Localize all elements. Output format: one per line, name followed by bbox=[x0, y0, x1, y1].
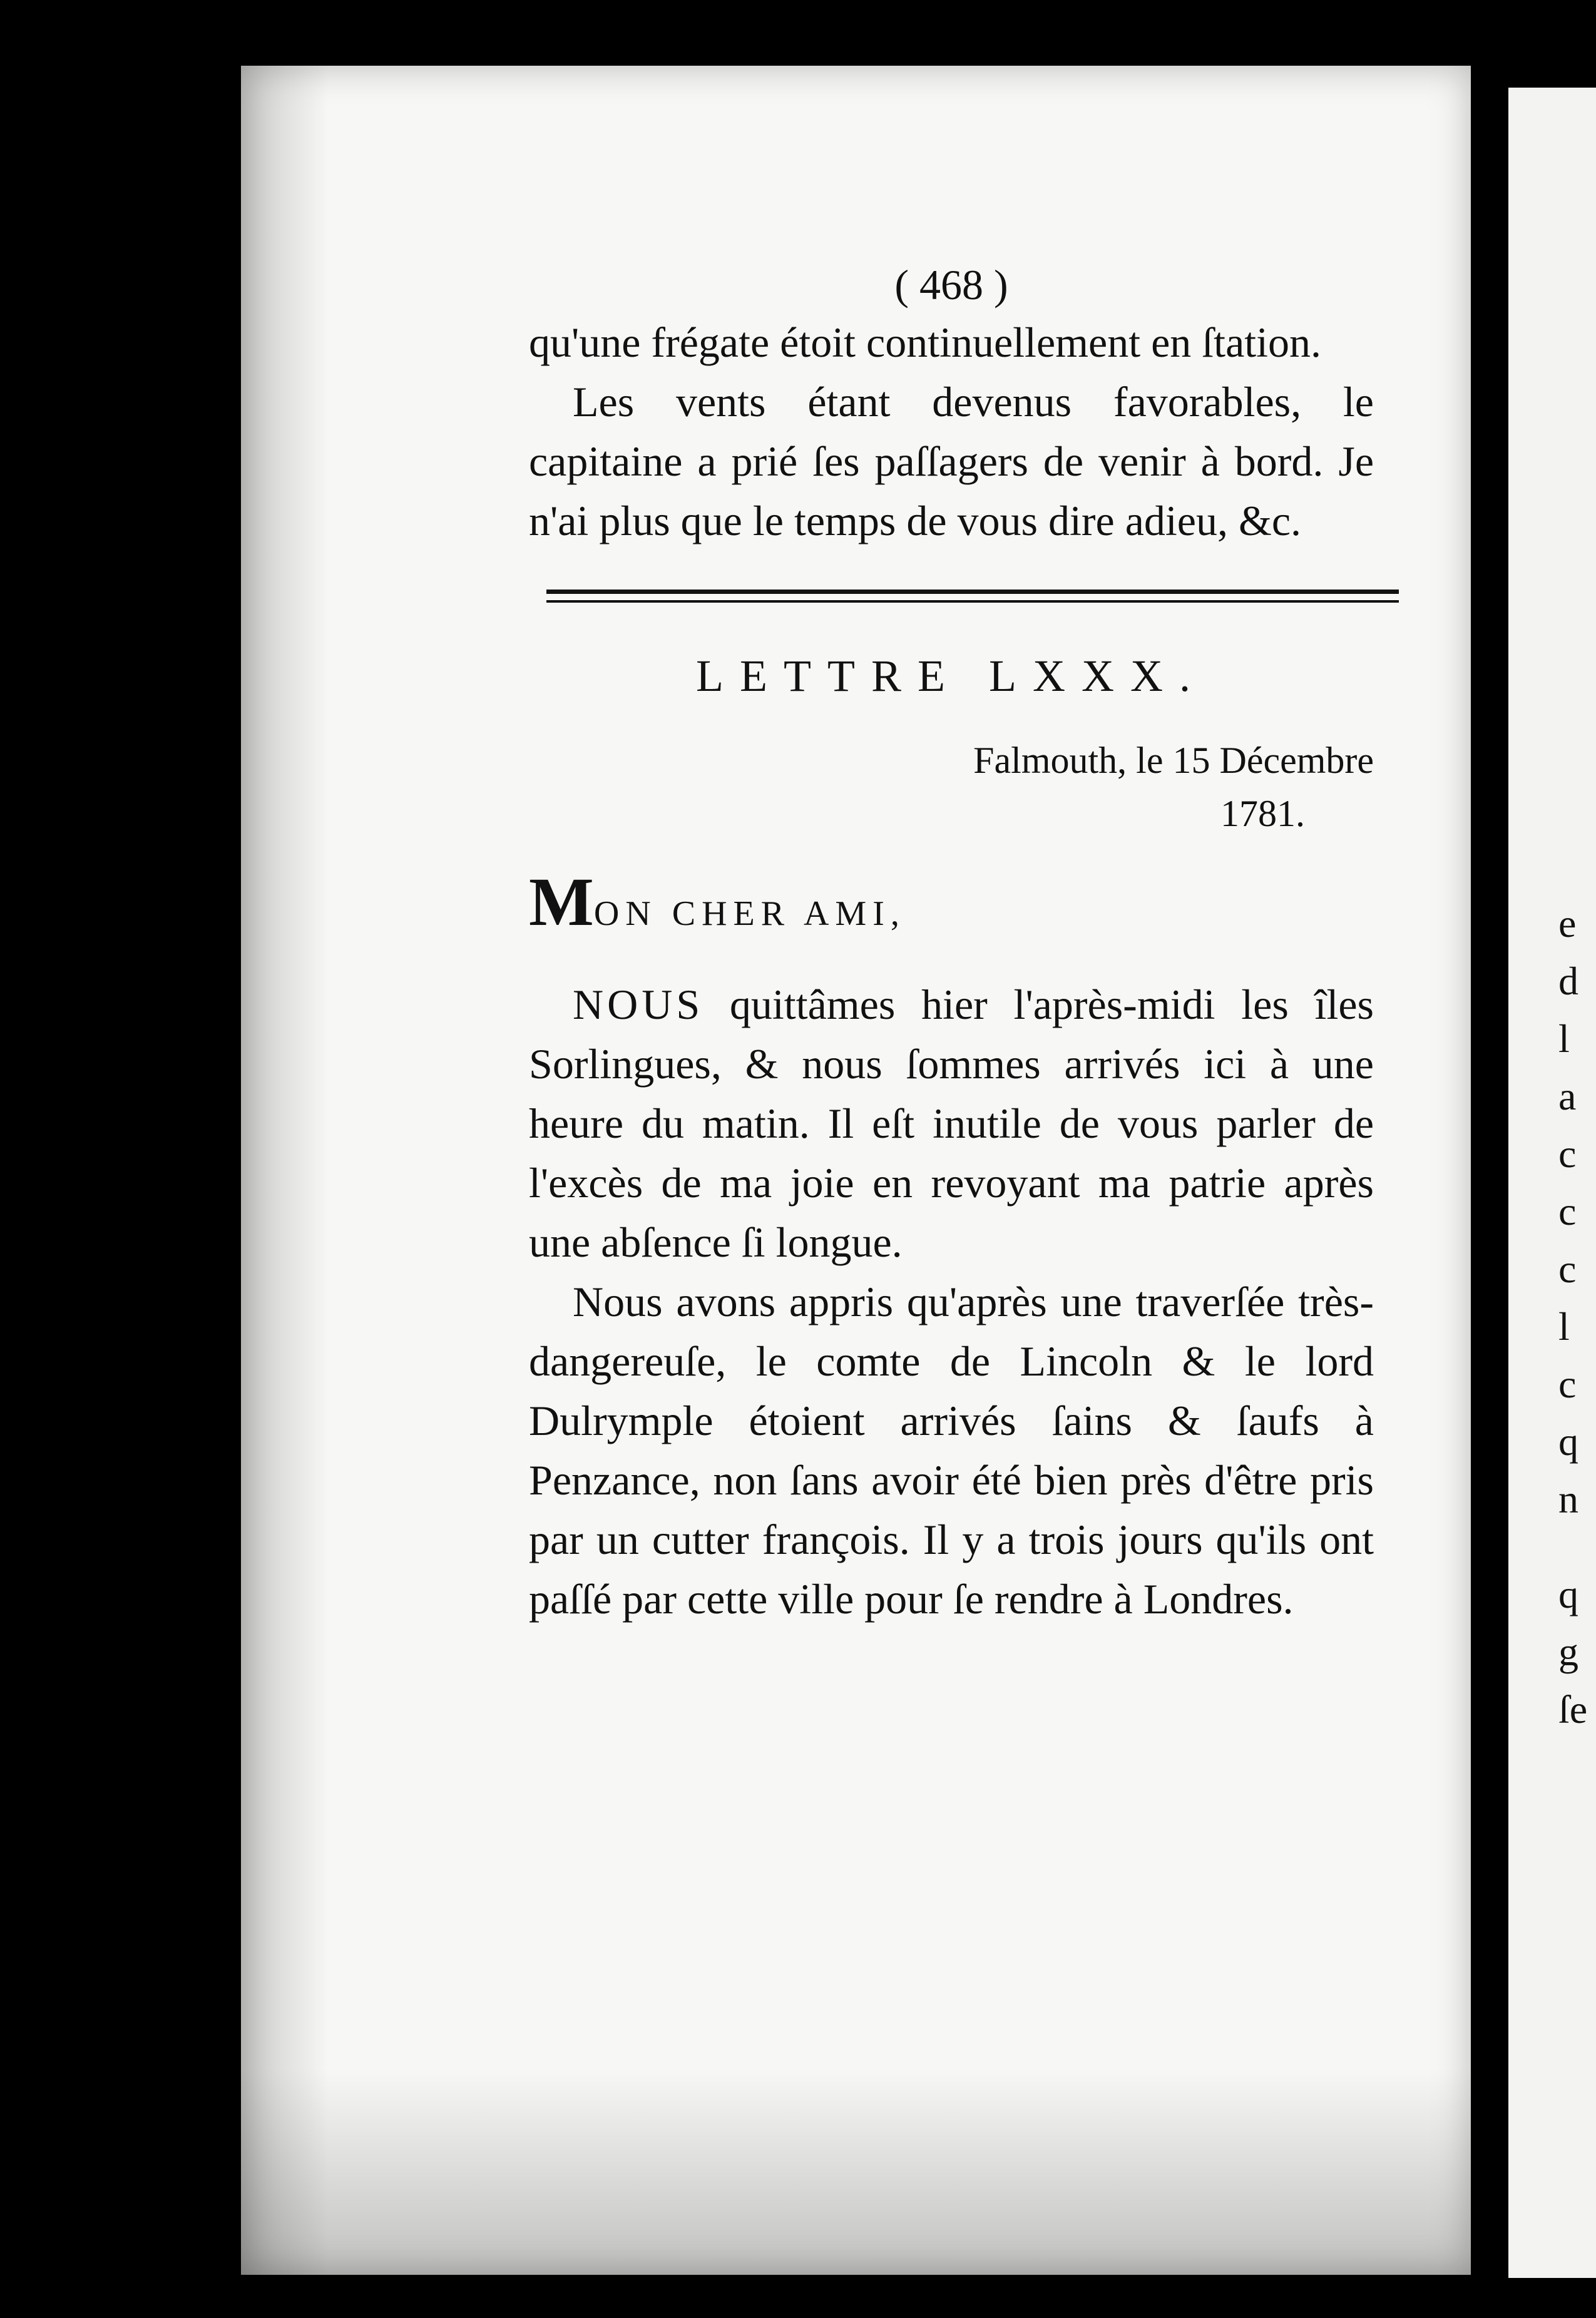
dateline bbox=[529, 734, 1374, 840]
adjacent-letter: d bbox=[1558, 959, 1578, 1003]
paragraph-lead: NOUS bbox=[573, 981, 704, 1028]
adjacent-letter: n bbox=[1558, 1477, 1578, 1521]
paragraph: Les vents étant devenus favorables, le capitaine a prié ſes paſſagers de venir à bord. Je n'ai plus que le temps de vous dire adieu, &c. bbox=[529, 378, 1374, 544]
adjacent-letter: q bbox=[1558, 1419, 1578, 1464]
page-content bbox=[529, 257, 1374, 1629]
adjacent-letter: c bbox=[1558, 1362, 1577, 1406]
adjacent-letter: a bbox=[1558, 1074, 1577, 1118]
paragraph: qu'une frégate étoit continuellement en ſtation. bbox=[529, 319, 1322, 366]
adjacent-letter: e bbox=[1558, 901, 1577, 946]
salutation-initial: M bbox=[529, 864, 594, 940]
adjacent-letter: l bbox=[1558, 1304, 1570, 1349]
adjacent-letter: l bbox=[1558, 1016, 1570, 1061]
adjacent-letter: c bbox=[1558, 1189, 1577, 1233]
letter-body bbox=[529, 975, 1374, 1629]
adjacent-letter: ſe bbox=[1558, 1687, 1588, 1732]
adjacent-page-text bbox=[1558, 895, 1588, 1738]
page-number: ( 468 ) bbox=[894, 261, 1008, 309]
paragraph bbox=[529, 1272, 1374, 1629]
paragraph-text: quittâmes hier l'après-midi les îles Sorlingues, & nous ſommes arrivés ici à une heure du matin. Il eſt inutile de vous parler de l'excès de ma joie en revoyant ma patrie après une abſence ſi longue. bbox=[529, 981, 1374, 1266]
section-divider bbox=[546, 590, 1399, 603]
salutation-text: ON CHER AMI, bbox=[593, 894, 906, 933]
adjacent-letter: g bbox=[1558, 1630, 1578, 1674]
salutation bbox=[529, 864, 1374, 945]
letter-heading: LETTRE LXXX. bbox=[696, 651, 1207, 701]
adjacent-letter: q bbox=[1558, 1572, 1578, 1616]
adjacent-letter: c bbox=[1558, 1247, 1577, 1291]
adjacent-letter: c bbox=[1558, 1131, 1577, 1176]
dateline-place-date: Falmouth, le 15 Décembre bbox=[973, 740, 1374, 781]
paragraph-text: Nous avons appris qu'après une traverſée très-dangereuſe, le comte de Lincoln & le lord Dulrymple étoient arrivés ſains & ſaufs à Penzance, non ſans avoir été bien près d'être pris par un cutter françois. Il y a trois jours qu'ils ont paſſé par cette ville pour ſe rendre à Londres. bbox=[529, 1278, 1374, 1623]
dateline-year: 1781. bbox=[1220, 793, 1305, 834]
paragraph bbox=[529, 975, 1374, 1272]
